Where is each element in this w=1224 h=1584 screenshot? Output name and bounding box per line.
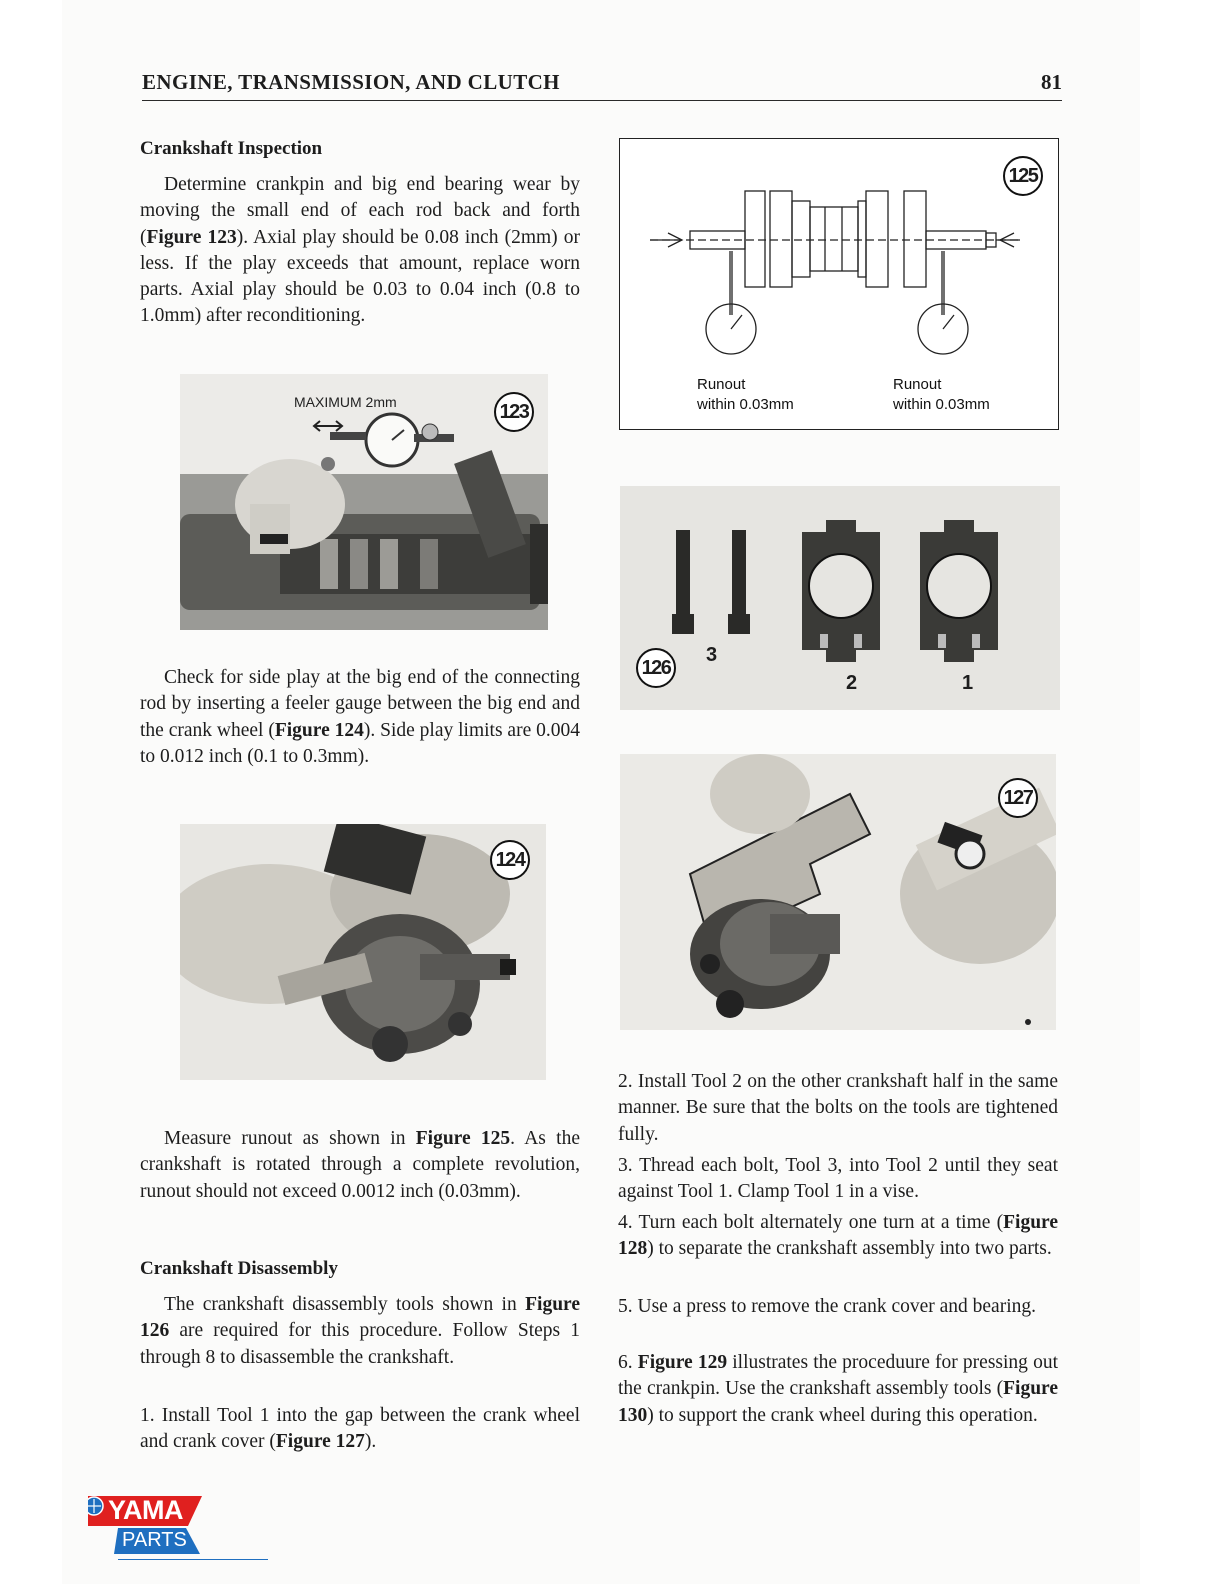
inspection-heading: Crankshaft Inspection	[140, 138, 323, 159]
figure-124-photo	[180, 824, 546, 1080]
text-run: 2. Install Tool 2 on the other crankshaft half in the same manner. Be sure that the bolts on the tools are tightened fully.	[618, 1071, 1058, 1145]
runout-left-line2: within 0.03mm	[697, 396, 794, 413]
text-run: 4. Turn each bolt alternately one turn at a time (	[618, 1212, 1004, 1233]
figure-126-number: 126	[636, 648, 676, 688]
paragraph-side-play	[140, 665, 580, 770]
paragraph-disassembly-tools	[140, 1292, 580, 1371]
text-run: ) to support the crank wheel during this operation.	[647, 1404, 1038, 1426]
figure-126-photo	[620, 486, 1060, 710]
text-run: ). Axial play should be 0.08 inch (2mm) or less. If the play exceeds that amount, replace worn parts. Axial play should be 0.03 to 0.04 inch (0.8 to 1.0mm) after reconditioning.	[140, 226, 580, 327]
text-run: 6.	[618, 1352, 638, 1373]
text-run: . As the crankshaft is rotated through a complete revolution, runout should not exceed 0.0012 inch (0.03mm).	[140, 1128, 580, 1202]
text-run: ). Side play limits are 0.004 to 0.012 inch (0.1 to 0.3mm).	[140, 719, 580, 767]
figure-123-number: 123	[494, 392, 534, 432]
disassembly-heading: Crankshaft Disassembly	[140, 1258, 338, 1279]
step-4	[618, 1210, 1058, 1263]
figure-reference: Figure 130	[618, 1378, 1058, 1426]
tool-1-label: 1	[962, 672, 974, 694]
step-3	[618, 1153, 1058, 1206]
figure-123-illustration	[180, 374, 548, 630]
figure-123-label: MAXIMUM 2mm	[294, 394, 397, 410]
text-run: illustrates the proceduure for pressing out the crankpin. Use the crankshaft assembly tools (	[618, 1352, 1058, 1400]
figure-123-photo	[180, 374, 548, 630]
figure-124-number: 124	[490, 840, 530, 880]
runout-label-left	[697, 375, 794, 415]
step-5	[618, 1294, 1058, 1320]
page-header	[142, 68, 1062, 101]
figure-reference: Figure 127	[275, 1431, 365, 1453]
step-6	[618, 1350, 1058, 1429]
figure-reference: Figure 125	[415, 1128, 511, 1149]
paragraph-runout	[140, 1126, 580, 1205]
figure-126-illustration	[620, 486, 1060, 710]
tool-3-label: 3	[706, 644, 718, 666]
step-1	[140, 1403, 580, 1456]
figure-125-number: 125	[1003, 156, 1043, 196]
text-run: The crankshaft disassembly tools shown in	[164, 1294, 526, 1315]
logo-text-yama: YAMA	[108, 1495, 184, 1525]
text-run: ).	[364, 1431, 377, 1453]
text-run: 3. Thread each bolt, Tool 3, into Tool 2 until they seat against Tool 1. Clamp Tool 1 in a vise.	[618, 1155, 1058, 1203]
text-run: 1. Install Tool 1 into the gap between the crank wheel and crank cover (	[140, 1405, 580, 1453]
runout-right-line1: Runout	[893, 376, 942, 393]
text-run: 5. Use a press to remove the crank cover and bearing.	[618, 1296, 1037, 1317]
text-run: are required for this procedure. Follow Steps 1 through 8 to disassemble the crankshaft.	[140, 1320, 580, 1368]
section-title: ENGINE, TRANSMISSION, AND CLUTCH	[142, 70, 560, 94]
text-run: Check for side play at the big end of the connecting rod by inserting a feeler gauge between the big end and the crank wheel (	[140, 667, 580, 741]
figure-127-illustration	[620, 754, 1056, 1030]
figure-reference: Figure 123	[146, 226, 237, 248]
figure-reference: Figure 126	[140, 1294, 580, 1342]
page-number: 81	[1041, 70, 1062, 94]
figure-reference: Figure 128	[618, 1212, 1058, 1260]
step-2	[618, 1069, 1058, 1148]
runout-label-right	[893, 375, 990, 415]
figure-125-crankshaft-diagram	[620, 139, 1057, 428]
paragraph-axial-play	[140, 172, 580, 330]
figure-reference: Figure 129	[637, 1352, 728, 1373]
text-run: Measure runout as shown in	[164, 1128, 416, 1149]
figure-125-diagram	[619, 138, 1059, 430]
text-run: ) to separate the crankshaft assembly into two parts.	[647, 1238, 1052, 1260]
logo-text-parts: PARTS	[122, 1529, 187, 1551]
runout-right-line2: within 0.03mm	[893, 396, 990, 413]
figure-127-number: 127	[998, 778, 1038, 818]
tool-2-label: 2	[846, 672, 858, 694]
text-run: Determine crankpin and big end bearing wear by moving the small end of each rod back and forth (	[140, 174, 580, 248]
figure-127-photo	[620, 754, 1056, 1030]
yama-parts-logo[interactable]	[88, 1496, 268, 1560]
figure-reference: Figure 124	[274, 719, 364, 741]
runout-left-line1: Runout	[697, 376, 746, 393]
